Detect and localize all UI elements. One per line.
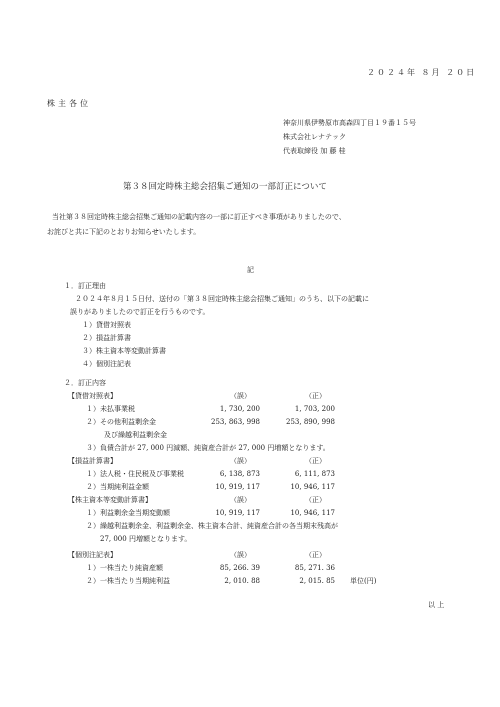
ki-marker: 記 xyxy=(247,266,254,274)
bs-col-right: （正） xyxy=(305,392,326,400)
notes-col-wrong: （誤） xyxy=(230,551,251,559)
bs-row-label: １）未払事業税 xyxy=(86,405,135,413)
section1-item: ２）損益計算書 xyxy=(82,334,131,342)
intro-line-1: 当社第３８回定時株主総会招集ご通知の記載内容の一部に訂正すべき事項がありましたので、 xyxy=(52,213,346,221)
section2-heading: ２．訂正内容 xyxy=(64,379,106,387)
pl-row-wrong-value: 10, 919, 117 xyxy=(215,483,260,491)
ss-row-note-cont: 27, 000 円増額となります。 xyxy=(100,535,192,543)
bs-col-wrong: （誤） xyxy=(230,392,251,400)
pl-row-right-value: 6, 111, 873 xyxy=(294,470,335,478)
addressee: 株主各位 xyxy=(47,99,91,108)
sender-company: 株式会社レナテック xyxy=(283,133,346,141)
sender-address: 神奈川県伊勢原市高森四丁目１９番１５号 xyxy=(283,119,416,127)
notes-row-label: １）一株当たり純資産額 xyxy=(86,564,163,572)
bs-row-note: ３）負債合計が 27, 000 円減額、純資産合計が 27, 000 円増額となります。 xyxy=(86,444,330,452)
section1-line-1: ２０２４年８月１５日付、送付の「第３８回定時株主総会招集ご通知」のうち、以下の記載に xyxy=(75,295,369,303)
ss-row-label: １）利益剰余金当期変動額 xyxy=(86,509,170,517)
notes-row-wrong-value: 2, 010. 88 xyxy=(224,577,260,585)
ss-col-wrong: （誤） xyxy=(230,496,251,504)
notes-col-right: （正） xyxy=(305,551,326,559)
notes-row-wrong-value: 85, 266. 39 xyxy=(219,564,260,572)
document-date: ２０２４年 ８月 ２０日 xyxy=(367,68,477,77)
ss-col-right: （正） xyxy=(305,496,326,504)
sender-representative: 代表取締役 加 藤 桂 xyxy=(283,147,346,155)
notes-row-right-value: 2, 015. 85 xyxy=(299,577,335,585)
pl-col-right: （正） xyxy=(305,457,326,465)
bs-row-right-value: 253, 890, 998 xyxy=(286,418,335,426)
section1-line-2: 誤りがありましたので訂正を行うものです。 xyxy=(70,308,210,316)
section1-item: ３）株主資本等変動計算書 xyxy=(82,347,166,355)
pl-row-label: １）法人税・住民税及び事業税 xyxy=(86,470,184,478)
bs-row-wrong-value: 1, 730, 200 xyxy=(219,405,260,413)
notes-row-label: ２）一株当たり当期純利益 xyxy=(86,577,170,585)
ss-label: 【株主資本等変動計算書】 xyxy=(68,496,152,504)
notes-row-right-value: 85, 271. 36 xyxy=(294,564,335,572)
section1-item: １）貸借対照表 xyxy=(82,321,131,329)
notes-label: 【個別注記表】 xyxy=(68,551,117,559)
pl-col-wrong: （誤） xyxy=(230,457,251,465)
pl-row-label: ２）当期純利益金額 xyxy=(86,483,149,491)
closing: 以 上 xyxy=(428,601,445,609)
bs-row-right-value: 1, 703, 200 xyxy=(294,405,335,413)
bs-row-wrong-value: 253, 863, 998 xyxy=(211,418,260,426)
section1-heading: １．訂正理由 xyxy=(64,282,106,290)
pl-row-wrong-value: 6, 138, 873 xyxy=(219,470,260,478)
ss-row-note: ２）繰越利益剰余金、利益剰余金、株主資本合計、純資産合計の各当期末残高が xyxy=(86,522,338,530)
bs-row-sub-label: 及び繰越利益剰余金 xyxy=(104,431,167,439)
document-title: 第３８回定時株主総会招集ご通知の一部訂正について xyxy=(123,182,327,192)
bs-label: 【貸借対照表】 xyxy=(68,392,117,400)
bs-row-label: ２）その他利益剰余金 xyxy=(86,418,156,426)
intro-line-2: お詫びと共に下記のとおりお知らせいたします。 xyxy=(47,228,201,236)
notes-unit: 単位(円) xyxy=(350,577,377,585)
pl-row-right-value: 10, 946, 117 xyxy=(290,483,335,491)
pl-label: 【損益計算書】 xyxy=(68,457,117,465)
section1-item: ４）個別注記表 xyxy=(82,360,131,368)
ss-row-right-value: 10, 946, 117 xyxy=(290,509,335,517)
ss-row-wrong-value: 10, 919, 117 xyxy=(215,509,260,517)
